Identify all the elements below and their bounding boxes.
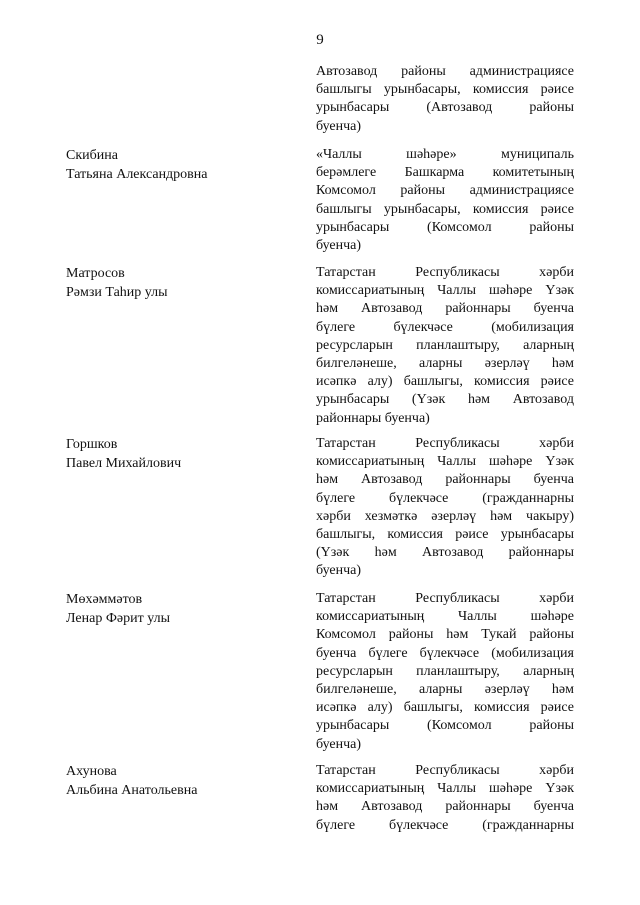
role-line: (Үзәк һәм Автозавод районнары	[316, 545, 574, 561]
role-line: башлыгы урынбасары, комиссия рәисе	[316, 82, 574, 98]
role-description	[316, 264, 574, 428]
role-line: комиссариатының Чаллы шәһәре	[316, 609, 574, 625]
role-line: буенча бүлеге бүлекчәсе (мобилизация	[316, 645, 574, 661]
given-name: Альбина Анатольевна	[66, 783, 198, 798]
role-line: Татарстан Республикасы хәрби	[316, 763, 574, 778]
role-line: бүлеге бүлекчәсе (гражданнарны	[316, 490, 574, 506]
role-line: башлыгы урынбасары, комиссия рәисе	[316, 201, 574, 217]
page-number: 9	[316, 32, 324, 48]
role-line: башлыгы, комиссия рәисе урынбасары	[316, 527, 574, 543]
role-description	[316, 762, 574, 835]
role-line: билгеләнеше, аларны әзерләү һәм	[316, 356, 574, 372]
role-line: билгеләнеше, аларны әзерләү һәм	[316, 682, 574, 698]
role-line: һәм Автозавод районнары буенча	[316, 799, 574, 815]
role-description	[316, 435, 574, 581]
role-description	[316, 146, 574, 255]
role-line: комиссариатының Чаллы шәһәре Үзәк	[316, 283, 574, 299]
given-name: Рәмзи Таһир улы	[66, 285, 168, 300]
role-line: исәпкә алу) башлыгы, комиссия рәисе	[316, 374, 574, 390]
role-line: комиссариатының Чаллы шәһәре Үзәк	[316, 454, 574, 470]
role-line: ресурсларын планлаштыру, аларның	[316, 663, 574, 679]
given-name: Татьяна Александровна	[66, 167, 208, 182]
role-line: буенча)	[316, 563, 362, 579]
role-description	[316, 63, 574, 136]
role-line: бүлеге бүлекчәсе (гражданнарны	[316, 817, 574, 833]
person-name	[66, 146, 286, 184]
surname: Ахунова	[66, 764, 117, 779]
person-name	[66, 435, 286, 473]
role-line: берәмлеге Башкарма комитетының	[316, 165, 574, 181]
role-line: буенча)	[316, 118, 362, 134]
person-name	[66, 590, 286, 628]
role-line: урынбасары (Автозавод районы	[316, 100, 574, 116]
role-line: исәпкә алу) башлыгы, комиссия рәисе	[316, 700, 574, 716]
role-line: «Чаллы шәһәре» муниципаль	[316, 147, 574, 162]
role-line: Комсомол районы администрациясе	[316, 183, 574, 199]
role-line: бүлеге бүлекчәсе (мобилизация	[316, 319, 574, 335]
role-line: хәрби хезмәткә әзерләү һәм чакыру)	[316, 508, 574, 524]
given-name: Ленар Фәрит улы	[66, 611, 170, 626]
surname: Горшков	[66, 437, 118, 452]
surname: Скибина	[66, 148, 118, 163]
surname: Мөхәммәтов	[66, 592, 143, 607]
surname: Матросов	[66, 266, 125, 281]
person-name	[66, 762, 286, 800]
role-line: ресурсларын планлаштыру, аларның	[316, 337, 574, 353]
role-line: Комсомол районы һәм Тукай районы	[316, 627, 574, 643]
role-line: урынбасары (Комсомол районы	[316, 718, 574, 734]
given-name: Павел Михайлович	[66, 456, 182, 471]
role-line: һәм Автозавод районнары буенча	[316, 301, 574, 317]
role-line: Татарстан Республикасы хәрби	[316, 591, 574, 606]
role-line: Татарстан Республикасы хәрби	[316, 436, 574, 451]
role-line: районнары буенча)	[316, 410, 430, 426]
role-line: урынбасары (Үзәк һәм Автозавод	[316, 392, 574, 408]
role-line: буенча)	[316, 736, 362, 752]
role-line: Татарстан Республикасы хәрби	[316, 265, 574, 280]
role-line: буенча)	[316, 238, 362, 254]
role-line: Автозавод районы администрациясе	[316, 64, 574, 79]
role-description	[316, 590, 574, 754]
role-line: урынбасары (Комсомол районы	[316, 219, 574, 235]
role-line: һәм Автозавод районнары буенча	[316, 472, 574, 488]
person-name	[66, 264, 286, 302]
role-line: комиссариатының Чаллы шәһәре Үзәк	[316, 781, 574, 797]
